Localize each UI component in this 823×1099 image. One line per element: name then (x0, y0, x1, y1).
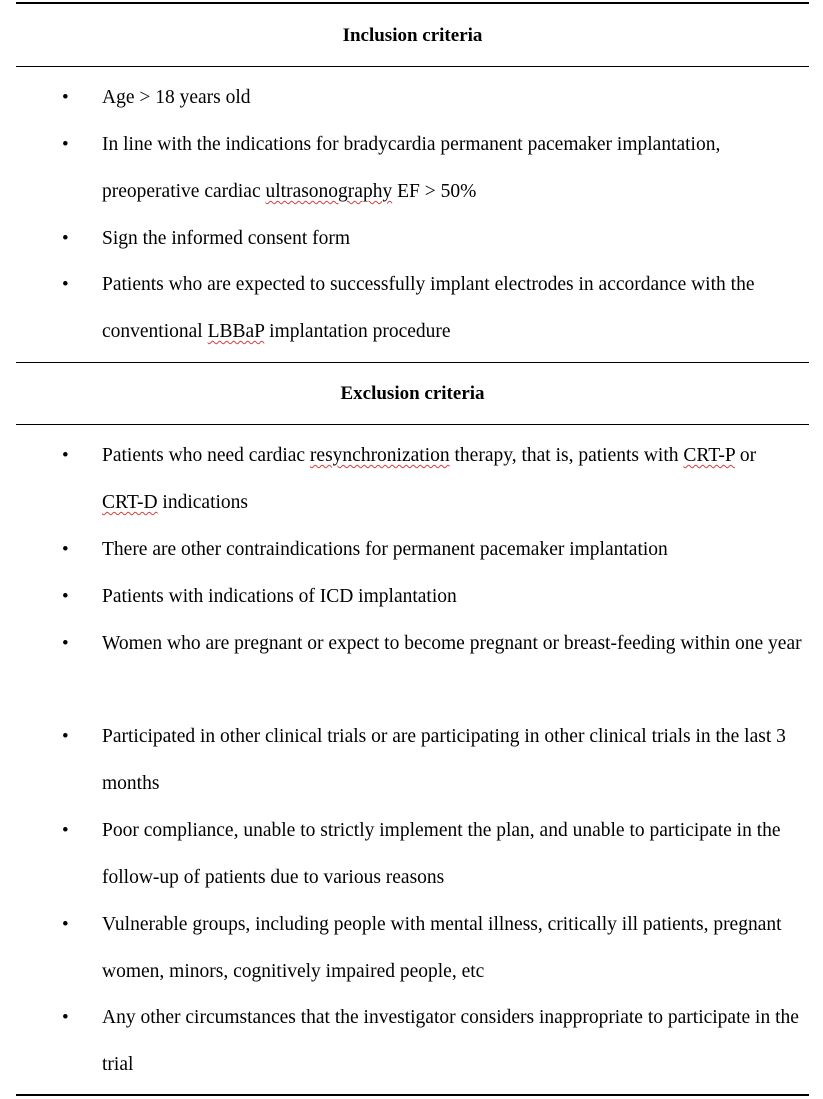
criterion-text (102, 620, 802, 667)
spellcheck-word: LBBaP (207, 321, 265, 342)
criterion-text (102, 994, 802, 1088)
bullet: • (62, 445, 69, 466)
criterion-text-part: or (734, 445, 757, 466)
criterion-text-part: EF > 50% (392, 181, 477, 202)
bullet: • (62, 1007, 69, 1028)
exclusion-heading: Exclusion criteria (340, 383, 485, 404)
criterion-text-part: There are other contraindications for permanent pacemaker implantation (102, 539, 668, 560)
criterion-text (102, 713, 802, 807)
criterion-text-part: Vulnerable groups, including people with mental illness, critically ill patients, pregnant women, minors, cognitively impaired people, etc (102, 914, 782, 982)
inclusion-header-rule (16, 66, 809, 67)
bullet: • (62, 539, 69, 560)
table-top-rule (16, 2, 809, 4)
bullet: • (62, 228, 69, 249)
bullet: • (62, 87, 69, 108)
criterion-text-part: Women who are pregnant or expect to become pregnant or breast-feeding within one year (102, 633, 802, 654)
bullet: • (62, 633, 69, 654)
criterion-text-part: Participated in other clinical trials or are participating in other clinical trials in the last 3 months (102, 726, 786, 794)
bullet: • (62, 726, 69, 747)
inclusion-heading: Inclusion criteria (342, 25, 483, 46)
spellcheck-word: CRT-P (683, 445, 735, 466)
criterion-text-part: Any other circumstances that the investigator considers inappropriate to participate in the trial (102, 1007, 799, 1075)
bullet: • (62, 586, 69, 607)
criterion-text (102, 573, 802, 620)
criterion-text-part: Poor compliance, unable to strictly implement the plan, and unable to participate in the follow-up of patients due to various reasons (102, 820, 781, 888)
exclusion-header-rule (16, 424, 809, 425)
criterion-text (102, 215, 802, 262)
bullet: • (62, 820, 69, 841)
criterion-text (102, 526, 802, 573)
criterion-text-part: In line with the indications for bradycardia permanent pacemaker implantation, preoperative cardiac (102, 134, 721, 202)
spellcheck-word: ultrasonography (265, 181, 393, 202)
criterion-text-part: Sign the informed consent form (102, 228, 351, 249)
table-bottom-rule (16, 1094, 809, 1096)
section-divider-rule (16, 362, 809, 363)
bullet: • (62, 914, 69, 935)
spellcheck-word: CRT-D (102, 492, 158, 513)
criteria-table (16, 0, 809, 1099)
criterion-text (102, 261, 802, 355)
criterion-text-part: implantation procedure (264, 321, 451, 342)
criterion-text (102, 74, 802, 121)
criterion-text-part: indications (157, 492, 248, 513)
criterion-text (102, 121, 802, 215)
criterion-text-part: therapy, that is, patients with (449, 445, 684, 466)
criterion-text (102, 432, 802, 526)
bullet: • (62, 274, 69, 295)
criterion-text-part: Patients who are expected to successfully implant electrodes in accordance with the conventional (102, 274, 755, 342)
criterion-text-part: Patients who need cardiac (102, 445, 310, 466)
criterion-text (102, 901, 802, 995)
criterion-text (102, 807, 802, 901)
bullet: • (62, 134, 69, 155)
spellcheck-word: resynchronization (309, 445, 450, 466)
criterion-text-part: Patients with indications of ICD implantation (102, 586, 457, 607)
criterion-text-part: Age > 18 years old (102, 87, 251, 108)
